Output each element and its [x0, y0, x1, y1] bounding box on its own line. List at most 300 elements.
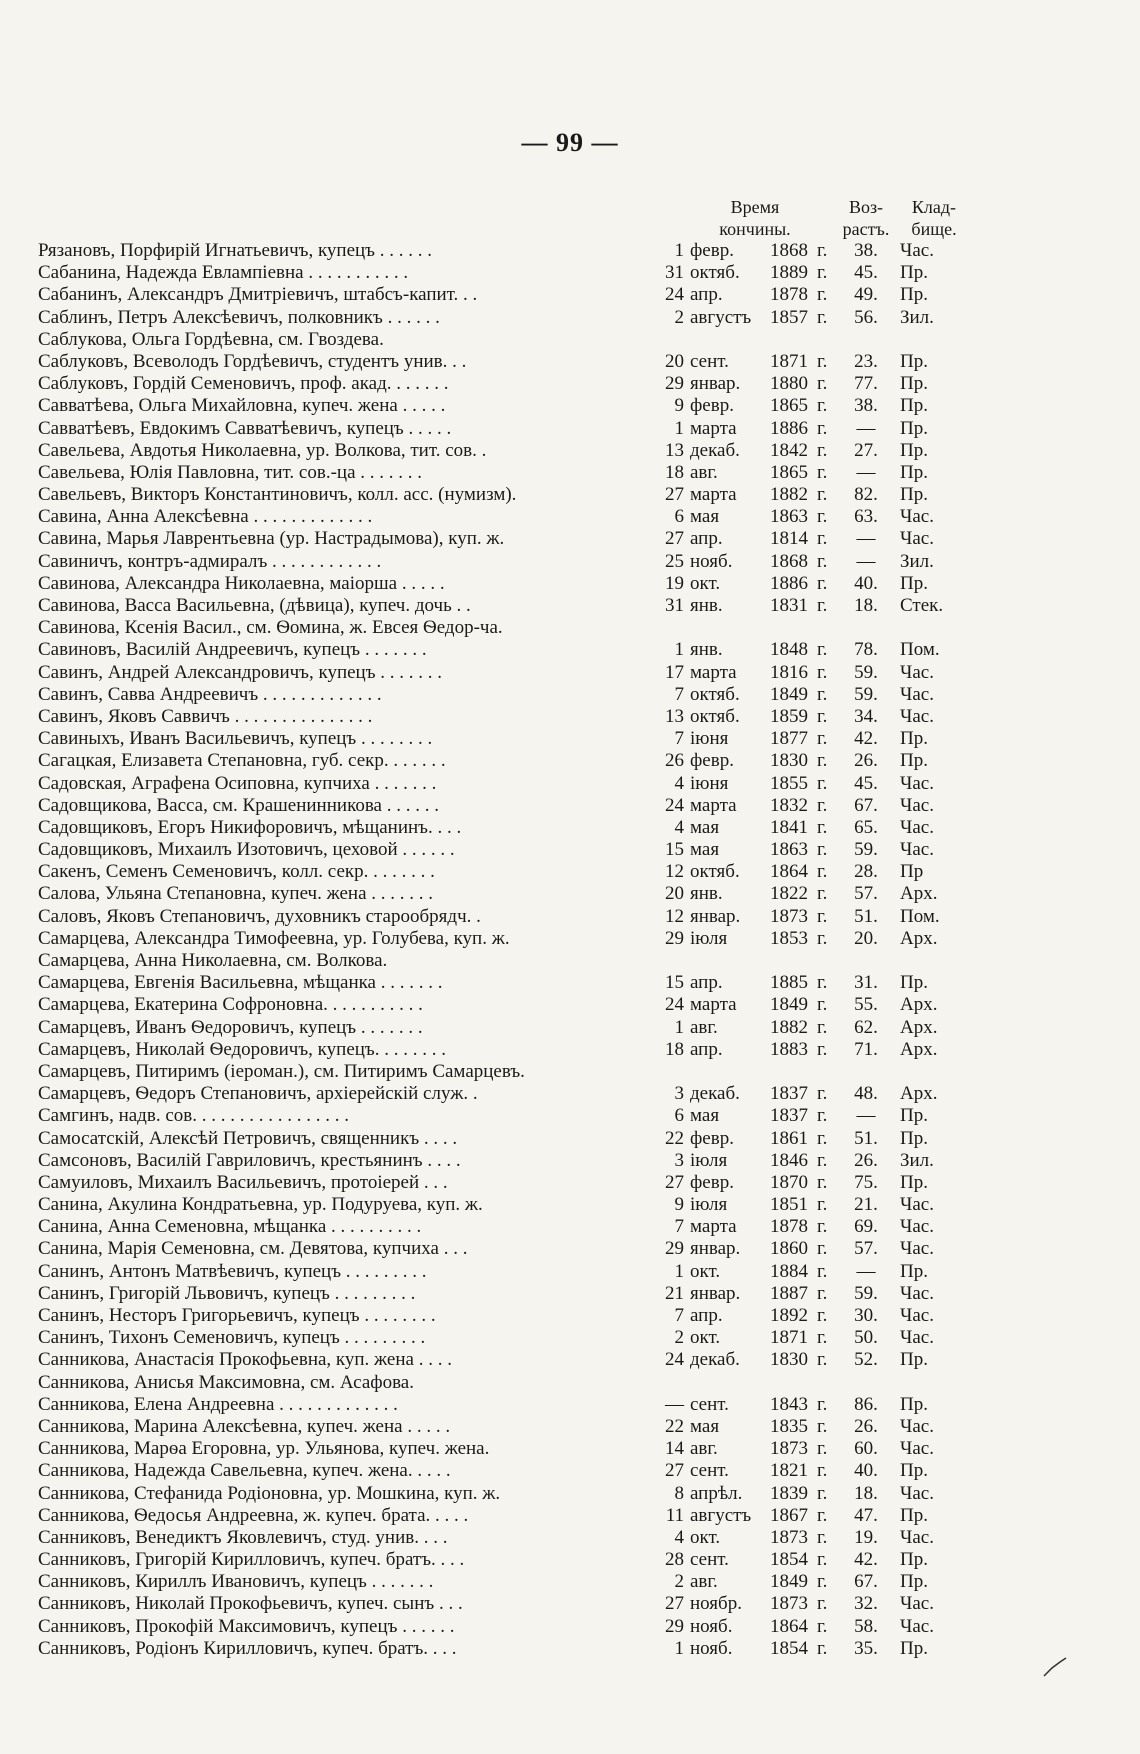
entry-year: 1868 [770, 550, 808, 572]
entry-age: 20. [854, 927, 878, 949]
entry-day: 1 [674, 1637, 684, 1659]
entry-g: г. [817, 861, 828, 883]
entry-day: 6 [674, 1105, 684, 1127]
entry-year: 1886 [770, 417, 808, 439]
entry-day: 22 [665, 1127, 684, 1149]
entry-name: Санникова, Анастасія Прокофьевна, куп. жена . . . . [38, 1349, 452, 1371]
entry-cem: Пр. [900, 1393, 928, 1415]
entry-name: Савинъ, Андрей Александровичъ, купецъ . . . . . . . [38, 661, 443, 683]
entry-age: 38. [854, 240, 878, 261]
entry-g: г. [817, 927, 828, 949]
entry-name: Санниковъ, Григорій Кирилловичъ, купеч. братъ. . . . [38, 1549, 465, 1571]
entry-name: Сакенъ, Семенъ Семеновичъ, колл. секр. . . . . . . . [38, 861, 435, 883]
entry-age: 18. [854, 1482, 878, 1504]
entry-year: 1871 [770, 350, 808, 372]
entry-g: г. [817, 1105, 828, 1127]
entry-day: 11 [665, 1504, 684, 1526]
list-item [0, 1527, 1140, 1549]
entry-name: Саблинъ, Петръ Алексѣевичъ, полковникъ . . . . . . [38, 306, 440, 328]
list-item [0, 1616, 1140, 1638]
entry-name: Савина, Анна Алексѣевна . . . . . . . . . . . . . [38, 506, 373, 528]
entry-age: 57. [854, 883, 878, 905]
entry-month: январ. [690, 1238, 741, 1260]
list-item [0, 373, 1140, 395]
entry-g: г. [817, 661, 828, 683]
entry-cem: Пр. [900, 262, 928, 284]
entry-month: августъ [690, 306, 752, 328]
entry-name: Савельева, Авдотья Николаевна, ур. Волкова, тит. сов. . [38, 439, 487, 461]
entry-month: марта [690, 794, 737, 816]
entry-cem: Зил. [900, 550, 934, 572]
entry-day: 1 [674, 240, 684, 261]
entry-year: 1873 [770, 1438, 808, 1460]
list-item [0, 329, 1140, 351]
entry-age: 69. [854, 1216, 878, 1238]
entry-age: — [856, 550, 876, 572]
entry-name: Санниковъ, Николай Прокофьевичъ, купеч. сынъ . . . [38, 1593, 463, 1615]
entry-month: апр. [690, 284, 723, 306]
entry-age: 58. [854, 1615, 878, 1637]
entry-year: 1861 [770, 1127, 808, 1149]
entry-day: 31 [665, 595, 684, 616]
entry-age: 59. [854, 683, 878, 705]
entry-g: г. [817, 1571, 828, 1593]
list-item [0, 573, 1140, 595]
list-item [0, 883, 1140, 905]
entry-cem: Пр. [900, 1260, 928, 1282]
entry-age: 40. [854, 1460, 878, 1482]
entry-age: 59. [854, 1282, 878, 1304]
entry-name: Санникова, Елена Андреевна . . . . . . . . . . . . . [38, 1393, 398, 1415]
entry-g: г. [817, 240, 828, 261]
entry-g: г. [817, 1393, 828, 1415]
entry-name: Савиныхъ, Иванъ Васильевичъ, купецъ . . . . . . . . [38, 728, 433, 750]
pen-mark [1042, 1656, 1068, 1678]
entry-day: 2 [674, 1571, 684, 1593]
entry-age: 42. [854, 728, 878, 750]
entry-day: 1 [674, 1016, 684, 1038]
entry-g: г. [817, 1216, 828, 1238]
entry-cem: Пр. [900, 350, 928, 372]
entry-age: 71. [854, 1038, 878, 1060]
entry-g: г. [817, 1526, 828, 1548]
entry-name: Сагацкая, Елизавета Степановна, губ. секр. . . . . . . [38, 750, 446, 772]
entry-name: Самуиловъ, Михаилъ Васильевичъ, протоіерей . . . [38, 1171, 448, 1193]
entry-month: нояб. [690, 550, 733, 572]
entry-cem: Зил. [900, 1149, 934, 1171]
entry-age: 51. [854, 1127, 878, 1149]
entry-day: 26 [665, 750, 684, 772]
entry-day: 1 [674, 639, 684, 661]
entry-month: авг. [690, 1571, 718, 1593]
entry-g: г. [817, 1194, 828, 1216]
entry-cem: Час. [900, 1415, 934, 1437]
list-item [0, 262, 1140, 284]
entry-age: 30. [854, 1305, 878, 1326]
list-item [0, 1105, 1140, 1127]
entry-name: Самарцева, Александра Тимофеевна, ур. Голубева, куп. ж. [38, 927, 510, 949]
entry-year: 1865 [770, 395, 808, 417]
entry-month: октяб. [690, 262, 740, 284]
entry-cem: Пр. [900, 572, 928, 594]
entry-year: 1892 [770, 1305, 808, 1326]
entry-name: Самарцева, Екатерина Софроновна. . . . . . . . . . . [38, 994, 423, 1016]
entry-g: г. [817, 639, 828, 661]
entry-day: 15 [665, 839, 684, 861]
entry-day: 9 [674, 395, 684, 417]
entry-g: г. [817, 972, 828, 994]
entry-year: 1851 [770, 1194, 808, 1216]
entry-g: г. [817, 439, 828, 461]
entry-name: Санникова, Анисья Максимовна, см. Асафова. [38, 1371, 414, 1393]
entry-day: 7 [674, 1216, 684, 1238]
list-item [0, 1438, 1140, 1460]
list-item [0, 795, 1140, 817]
entry-age: 40. [854, 572, 878, 594]
entry-month: мая [690, 816, 720, 838]
entry-g: г. [817, 373, 828, 395]
entry-name: Санникова, Надежда Савельевна, купеч. жена. . . . . [38, 1460, 451, 1482]
entry-cem: Пр [900, 861, 924, 883]
entry-year: 1853 [770, 927, 808, 949]
entry-year: 1864 [770, 1615, 808, 1637]
column-header [0, 196, 1140, 244]
entry-cem: Час. [900, 794, 934, 816]
entry-name: Санина, Анна Семеновна, мѣщанка . . . . . . . . . . [38, 1216, 422, 1238]
entry-cem: Пом. [900, 639, 940, 661]
entry-year: 1878 [770, 1216, 808, 1238]
entry-cem: Пр. [900, 1171, 928, 1193]
entry-name: Садовщиковъ, Михаилъ Изотовичъ, цеховой . . . . . . [38, 839, 455, 861]
entry-day: 29 [665, 373, 684, 395]
entry-year: 1857 [770, 306, 808, 328]
entry-g: г. [817, 705, 828, 727]
entry-month: авг. [690, 1016, 718, 1038]
entry-g: г. [817, 284, 828, 306]
list-item [0, 551, 1140, 573]
entry-age: 59. [854, 661, 878, 683]
entry-cem: Пом. [900, 905, 940, 927]
entry-name: Самсоновъ, Василій Гавриловичъ, крестьянинъ . . . . [38, 1149, 461, 1171]
entry-year: 1842 [770, 439, 808, 461]
entry-name: Сабанинъ, Александръ Дмитріевичъ, штабсъ-капит. . . [38, 284, 478, 306]
entry-day: 18 [665, 1038, 684, 1060]
list-item [0, 1238, 1140, 1260]
entry-month: іюля [690, 927, 728, 949]
entry-year: 1849 [770, 994, 808, 1016]
entry-name: Савватѣевъ, Евдокимъ Савватѣевичъ, купецъ . . . . . [38, 417, 452, 439]
list-item [0, 1194, 1140, 1216]
entry-age: 78. [854, 639, 878, 661]
list-item [0, 1283, 1140, 1305]
entry-name: Савинъ, Савва Андреевичъ . . . . . . . . . . . . . [38, 683, 382, 705]
entry-year: 1860 [770, 1238, 808, 1260]
entry-day: 25 [665, 550, 684, 572]
entry-g: г. [817, 1637, 828, 1659]
entry-day: 20 [665, 883, 684, 905]
entry-month: декаб. [690, 439, 740, 461]
entry-name: Санинъ, Тихонъ Семеновичъ, купецъ . . . . . . . . . [38, 1327, 426, 1349]
entry-year: 1885 [770, 972, 808, 994]
entry-cem: Пр. [900, 484, 928, 506]
entry-g: г. [817, 350, 828, 372]
entry-month: февр. [690, 1171, 734, 1193]
entry-day: 27 [665, 1171, 684, 1193]
entry-year: 1870 [770, 1171, 808, 1193]
entry-month: нояб. [690, 1637, 733, 1659]
entry-name: Санникова, Стефанида Родіоновна, ур. Мошкина, куп. ж. [38, 1482, 501, 1504]
entry-year: 1863 [770, 506, 808, 528]
list-item [0, 773, 1140, 795]
entry-name: Санина, Марія Семеновна, см. Девятова, купчиха . . . [38, 1238, 468, 1260]
entry-month: февр. [690, 240, 734, 261]
entry-cem: Час. [900, 1194, 934, 1216]
entry-month: апр. [690, 972, 723, 994]
entry-day: 27 [665, 1460, 684, 1482]
entry-cem: Пр. [900, 1504, 928, 1526]
entry-name: Самгинъ, надв. сов. . . . . . . . . . . . . . . . . [38, 1105, 349, 1127]
entry-month: апр. [690, 528, 723, 550]
entry-name: Рязановъ, Порфирій Игнатьевичъ, купецъ . . . . . . [38, 240, 433, 261]
entry-month: апр. [690, 1038, 723, 1060]
list-item [0, 728, 1140, 750]
entry-name: Савинъ, Яковъ Саввичъ . . . . . . . . . . . . . . . [38, 705, 373, 727]
entry-year: 1830 [770, 1349, 808, 1371]
entry-cem: Час. [900, 1282, 934, 1304]
entry-cem: Арх. [900, 1083, 938, 1105]
entry-cem: Час. [900, 1593, 934, 1615]
entry-year: 1882 [770, 1016, 808, 1038]
header-cemetery: Клад- бище. [911, 197, 957, 239]
entry-age: 42. [854, 1549, 878, 1571]
entry-year: 1865 [770, 461, 808, 483]
entry-g: г. [817, 839, 828, 861]
entry-age: 19. [854, 1526, 878, 1548]
header-time-of-death: Время кончины. [719, 197, 791, 239]
entry-year: 1884 [770, 1260, 808, 1282]
list-item [0, 950, 1140, 972]
list-item [0, 528, 1140, 550]
entry-age: 49. [854, 284, 878, 306]
entry-cem: Час. [900, 1526, 934, 1548]
entry-g: г. [817, 1593, 828, 1615]
entry-cem: Пр. [900, 373, 928, 395]
header-age: Воз- растъ. [842, 197, 890, 239]
entry-g: г. [817, 728, 828, 750]
entry-g: г. [817, 506, 828, 528]
entry-g: г. [817, 1438, 828, 1460]
entry-day: 12 [665, 905, 684, 927]
list-item [0, 1349, 1140, 1371]
entry-age: 52. [854, 1349, 878, 1371]
entry-cem: Час. [900, 1305, 934, 1326]
entry-g: г. [817, 306, 828, 328]
entry-g: г. [817, 905, 828, 927]
entry-day: 7 [674, 1305, 684, 1326]
entry-month: авг. [690, 461, 718, 483]
entry-month: окт. [690, 572, 721, 594]
list-item [0, 240, 1140, 262]
entry-year: 1839 [770, 1482, 808, 1504]
entry-age: 48. [854, 1083, 878, 1105]
entry-day: 19 [665, 572, 684, 594]
entry-age: 59. [854, 839, 878, 861]
entry-cem: Час. [900, 661, 934, 683]
entry-month: нояб. [690, 1615, 733, 1637]
entry-day: 29 [665, 927, 684, 949]
entry-month: декаб. [690, 1349, 740, 1371]
entry-g: г. [817, 262, 828, 284]
entry-g: г. [817, 994, 828, 1016]
entry-cem: Арх. [900, 927, 938, 949]
entry-name: Саблуковъ, Всеволодъ Гордѣевичъ, студентъ унив. . . [38, 350, 467, 372]
entry-cem: Пр. [900, 972, 928, 994]
entry-age: 18. [854, 595, 878, 616]
entry-name: Санникова, Марина Алексѣевна, купеч. жена . . . . . [38, 1415, 451, 1437]
entry-name: Савватѣева, Ольга Михайловна, купеч. жена . . . . . [38, 395, 446, 417]
list-item [0, 906, 1140, 928]
entry-day: 20 [665, 350, 684, 372]
entry-g: г. [817, 1260, 828, 1282]
list-item [0, 595, 1140, 617]
entry-age: 50. [854, 1327, 878, 1349]
entry-month: янв. [690, 883, 723, 905]
entry-name: Санинъ, Антонъ Матвѣевичъ, купецъ . . . . . . . . . [38, 1260, 427, 1282]
list-item [0, 617, 1140, 639]
entry-cem: Пр. [900, 461, 928, 483]
entry-g: г. [817, 750, 828, 772]
list-item [0, 706, 1140, 728]
entry-name: Самарцевъ, Иванъ Ѳедоровичъ, купецъ . . . . . . . [38, 1016, 423, 1038]
entry-day: 22 [665, 1415, 684, 1437]
entry-day: 1 [674, 1260, 684, 1282]
entry-year: 1864 [770, 861, 808, 883]
entry-day: 7 [674, 728, 684, 750]
entry-day: 15 [665, 972, 684, 994]
entry-age: — [856, 528, 876, 550]
entry-name: Санинъ, Григорій Львовичъ, купецъ . . . . . . . . . [38, 1282, 416, 1304]
list-item [0, 1593, 1140, 1615]
entry-month: янв. [690, 639, 723, 661]
entry-year: 1863 [770, 839, 808, 861]
entry-year: 1880 [770, 373, 808, 395]
entry-age: 67. [854, 794, 878, 816]
entry-year: 1849 [770, 683, 808, 705]
entry-cem: Час. [900, 816, 934, 838]
entry-month: янв. [690, 595, 723, 616]
entry-day: 31 [665, 262, 684, 284]
entry-year: 1855 [770, 772, 808, 794]
entry-month: окт. [690, 1327, 721, 1349]
entry-age: 60. [854, 1438, 878, 1460]
entry-day: — [665, 1393, 684, 1415]
list-item [0, 462, 1140, 484]
entry-day: 12 [665, 861, 684, 883]
entry-day: 4 [674, 816, 684, 838]
entry-age: — [856, 1105, 876, 1127]
entry-year: 1841 [770, 816, 808, 838]
entry-g: г. [817, 1549, 828, 1571]
entry-month: апр. [690, 1305, 723, 1326]
entry-year: 1883 [770, 1038, 808, 1060]
list-item [0, 1039, 1140, 1061]
entry-month: октяб. [690, 861, 740, 883]
entry-day: 2 [674, 1327, 684, 1349]
entry-age: 75. [854, 1171, 878, 1193]
entry-month: марта [690, 417, 737, 439]
entry-g: г. [817, 1127, 828, 1149]
entry-cem: Пр. [900, 395, 928, 417]
entry-name: Садовщиковъ, Егоръ Никифоровичъ, мѣщанинъ. . . . [38, 816, 462, 838]
entry-g: г. [817, 1349, 828, 1371]
entry-day: 27 [665, 528, 684, 550]
entry-g: г. [817, 528, 828, 550]
entry-cem: Арх. [900, 1038, 938, 1060]
entry-name: Саловъ, Яковъ Степановичъ, духовникъ старообрядч. . [38, 905, 481, 927]
entry-month: декаб. [690, 1083, 740, 1105]
entry-name: Салова, Ульяна Степановна, купеч. жена . . . . . . . [38, 883, 434, 905]
entry-name: Санниковъ, Венедиктъ Яковлевичъ, студ. унив. . . . [38, 1526, 448, 1548]
entry-year: 1846 [770, 1149, 808, 1171]
entry-day: 14 [665, 1438, 684, 1460]
list-item [0, 994, 1140, 1016]
list-item [0, 662, 1140, 684]
entry-year: 1831 [770, 595, 808, 616]
list-item [0, 839, 1140, 861]
entry-day: 17 [665, 661, 684, 683]
entry-year: 1859 [770, 705, 808, 727]
entry-cem: Пр. [900, 1460, 928, 1482]
list-item [0, 1460, 1140, 1482]
list-item [0, 395, 1140, 417]
entry-age: 27. [854, 439, 878, 461]
entry-month: августъ [690, 1504, 752, 1526]
entry-year: 1873 [770, 1526, 808, 1548]
entry-age: 86. [854, 1393, 878, 1415]
entry-month: мая [690, 1105, 720, 1127]
list-item [0, 1128, 1140, 1150]
entry-year: 1867 [770, 1504, 808, 1526]
list-item [0, 307, 1140, 329]
entry-month: іюля [690, 1194, 728, 1216]
entry-age: 51. [854, 905, 878, 927]
entry-cem: Пр. [900, 1127, 928, 1149]
list-item [0, 750, 1140, 772]
entry-g: г. [817, 1415, 828, 1437]
entry-cem: Пр. [900, 1637, 928, 1659]
entry-year: 1849 [770, 1571, 808, 1593]
entry-cem: Час. [900, 839, 934, 861]
entry-year: 1886 [770, 572, 808, 594]
entry-g: г. [817, 461, 828, 483]
list-item [0, 1483, 1140, 1505]
page-number: — 99 — [521, 128, 619, 157]
entry-g: г. [817, 595, 828, 616]
list-item [0, 1261, 1140, 1283]
entry-cem: Арх. [900, 1016, 938, 1038]
entry-year: 1854 [770, 1637, 808, 1659]
entry-name: Савиновъ, Василій Андреевичъ, купецъ . . . . . . . [38, 639, 427, 661]
entry-cem: Пр. [900, 417, 928, 439]
entry-list [0, 240, 1140, 1660]
entry-month: октяб. [690, 683, 740, 705]
list-item [0, 1416, 1140, 1438]
entry-g: г. [817, 816, 828, 838]
entry-cem: Зил. [900, 306, 934, 328]
entry-name: Самарцевъ, Питиримъ (іероман.), см. Питиримъ Самарцевъ. [38, 1060, 525, 1082]
entry-cem: Час. [900, 528, 934, 550]
entry-year: 1887 [770, 1282, 808, 1304]
